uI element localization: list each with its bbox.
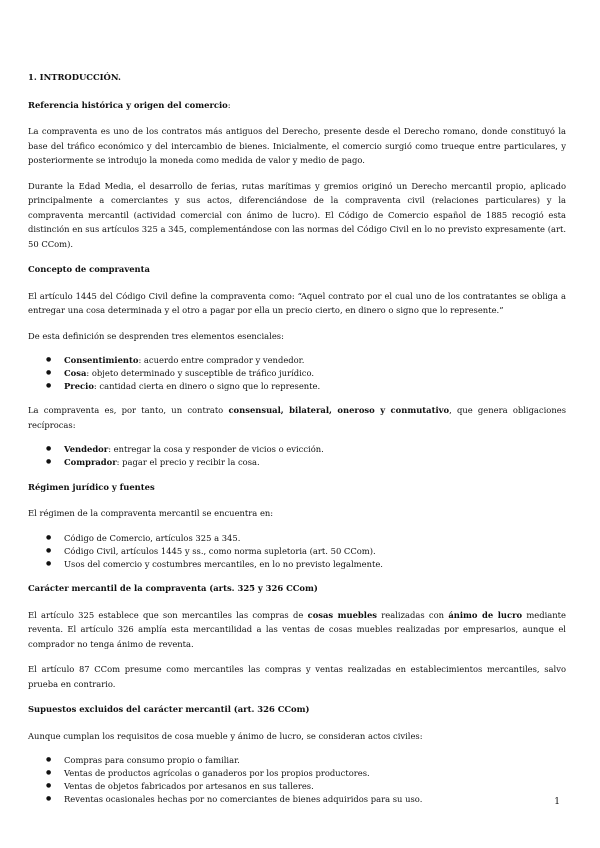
heading-concept: Concepto de compraventa <box>28 264 150 274</box>
document-body <box>28 70 566 817</box>
list-item: ● Código de Comercio, artículos 325 a 345. <box>28 532 566 545</box>
heading-text: Referencia histórica y origen del comercio <box>28 99 228 110</box>
paragraph: Aunque cumplan los requisitos de cosa mueble y ánimo de lucro, se consideran actos civiles: <box>28 730 423 741</box>
text-run: El artículo 325 establece que son mercantiles las compras de <box>28 609 308 620</box>
list-item <box>28 380 566 393</box>
heading-excluded-cases: Supuestos excluidos del carácter mercantil (art. 326 CCom) <box>28 704 310 715</box>
excluded-cases-list <box>28 754 566 805</box>
list-item-term: Cosa <box>64 367 87 378</box>
essential-elements-list <box>28 354 566 392</box>
list-item-desc: : objeto determinado y susceptible de tráfico jurídico. <box>86 367 315 378</box>
list-item-desc: : entregar la cosa y responder de vicios o evicción. <box>108 444 324 455</box>
list-item: ● Usos del comercio y costumbres mercantiles, en lo no previsto legalmente. <box>28 558 566 571</box>
list-item: ● Compras para consumo propio o familiar. <box>28 754 566 767</box>
list-item <box>28 354 566 367</box>
heading-mercantile-character: Carácter mercantil de la compraventa (arts. 325 y 326 CCom) <box>28 583 318 594</box>
list-item-desc: : pagar el precio y recibir la cosa. <box>116 457 260 468</box>
paragraph <box>28 608 566 652</box>
paragraph: De esta definición se desprenden tres elementos esenciales: <box>28 330 284 341</box>
list-item-term: Comprador <box>64 457 117 468</box>
list-item: ● Reventas ocasionales hechas por no comerciantes de bienes adquiridos para su uso. <box>28 793 566 806</box>
list-item-term: Vendedor <box>64 444 109 455</box>
list-item <box>28 443 566 456</box>
bold-run: cosas muebles <box>307 609 378 620</box>
title-text: . INTRODUCCIÓN. <box>33 72 121 82</box>
page-number: 1 <box>554 797 560 807</box>
list-item-term: Precio <box>64 380 94 391</box>
section-title <box>28 70 566 85</box>
bold-run: ánimo de lucro <box>448 609 523 620</box>
paragraph: La compraventa es uno de los contratos más antiguos del Derecho, presente desde el Derecho romano, donde constituyó la base del tráfico económico y del intercambio de bienes. Inicialmente, el comercio surgió como trueque entre particulares, y posteriormente se introdujo la moneda como medida de valor y medio de pago. <box>28 126 566 165</box>
list-item-desc: : cantidad cierta en dinero o signo que lo represente. <box>93 380 321 391</box>
paragraph: El artículo 1445 del Código Civil define la compraventa como: “Aquel contrato por el cual uno de los contratantes se obliga a entregar una cosa determinada y el otro a pagar por ella un precio cierto, en dinero o signo que lo represente.” <box>28 290 566 315</box>
sources-list <box>28 532 566 570</box>
heading-suffix: : <box>227 99 231 110</box>
list-item: ● Código Civil, artículos 1445 y ss., como norma supletoria (art. 50 CCom). <box>28 545 566 558</box>
list-item <box>28 456 566 469</box>
bold-run: consensual, bilateral, oneroso y conmutativo <box>228 405 450 416</box>
text-run: , que genera obligaciones recíprocas: <box>28 405 566 430</box>
obligations-list <box>28 443 566 469</box>
list-item <box>28 367 566 380</box>
list-item: ● Ventas de objetos fabricados por artesanos en sus talleres. <box>28 780 566 793</box>
list-item-term: Consentimiento <box>64 355 139 365</box>
heading-legal-regime: Régimen jurídico y fuentes <box>28 481 155 492</box>
list-item-desc: : acuerdo entre comprador y vendedor. <box>138 355 305 365</box>
list-item: ● Ventas de productos agrícolas o ganaderos por los propios productores. <box>28 767 566 780</box>
paragraph: Durante la Edad Media, el desarrollo de ferias, rutas marítimas y gremios originó un Derecho mercantil propio, aplicado principalmente a comerciantes y sus actos, diferenciándose de la compraventa civil (relaciones particulares) y la compraventa mercantil (actividad comercial con ánimo de lucro). El Código de Comercio español de 1885 recogió esta distinción en sus artículos 325 a 345, complementándose con las normas del Código Civil en lo no previsto expresamente (art. 50 CCom). <box>28 180 566 249</box>
paragraph: El artículo 87 CCom presume como mercantiles las compras y ventas realizadas en establecimientos mercantiles, salvo prueba en contrario. <box>28 664 566 689</box>
text-run: realizadas con <box>377 609 449 620</box>
heading-historical-reference <box>28 98 566 113</box>
title-number: 1 <box>28 72 34 82</box>
text-run: mediante reventa. El artículo 326 amplía esta mercantilidad a las ventas de cosas muebles realizadas por empresarios, aunque el comprador no tenga ánimo de reventa. <box>28 609 567 649</box>
paragraph <box>28 403 566 432</box>
text-run: La compraventa es, por tanto, un contrato <box>28 405 229 416</box>
paragraph: El régimen de la compraventa mercantil se encuentra en: <box>28 508 274 519</box>
